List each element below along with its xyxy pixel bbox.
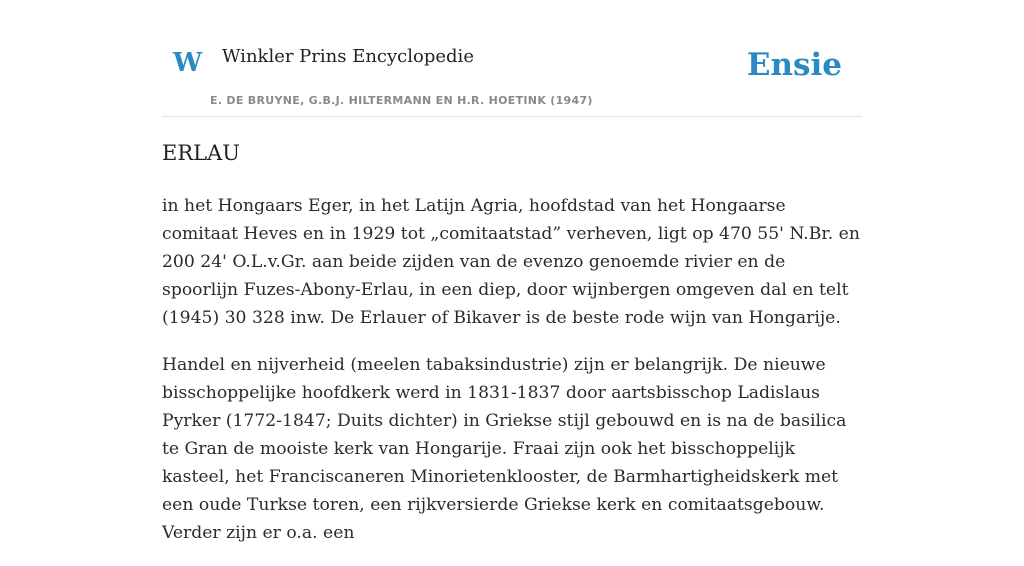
article-title: ERLAU bbox=[162, 141, 240, 165]
ensie-logo-link[interactable]: Ensie bbox=[746, 47, 842, 83]
source-authors: E. DE BRUYNE, G.B.J. HILTERMANN EN H.R. HOETINK (1947) bbox=[210, 94, 593, 107]
source-logo-icon[interactable]: W bbox=[173, 48, 203, 78]
source-title-link[interactable]: Winkler Prins Encyclopedie bbox=[222, 46, 474, 67]
article-paragraph: in het Hongaars Eger, in het Latijn Agria, hoofdstad van het Hongaarse comitaat Heves en in 1929 tot „comitaatstad” verheven, ligt op 470 55' N.Br. en 200 24' O.L.v.Gr. aan beide zijden van de evenzo genoemde rivier en de spoorlijn Fuzes-Abony-Erlau, in een diep, door wijnbergen omgeven dal en telt (1945) 30 328 inw. De Erlauer of Bikaver is de beste rode wijn van Hongarije. bbox=[162, 196, 860, 328]
article-body bbox=[162, 192, 862, 566]
article-paragraph: Handel en nijverheid (meelen tabaksindustrie) zijn er belangrijk. De nieuwe bisschoppelijke hoofdkerk werd in 1831-1837 door aartsbisschop Ladislaus Pyrker (1772-1847; Duits dichter) in Griekse stijl gebouwd en is na de basilica te Gran de mooiste kerk van Hongarije. Fraai zijn ook het bisschoppelijk kasteel, het Franciscaneren Minorietenklooster, de Barmhartigheidskerk met een oude Turkse toren, een rijkversierde Griekse kerk en comitaatsgebouw. Verder zijn er o.a. een bbox=[162, 355, 847, 543]
source-header bbox=[162, 0, 862, 117]
content-container bbox=[162, 0, 862, 543]
